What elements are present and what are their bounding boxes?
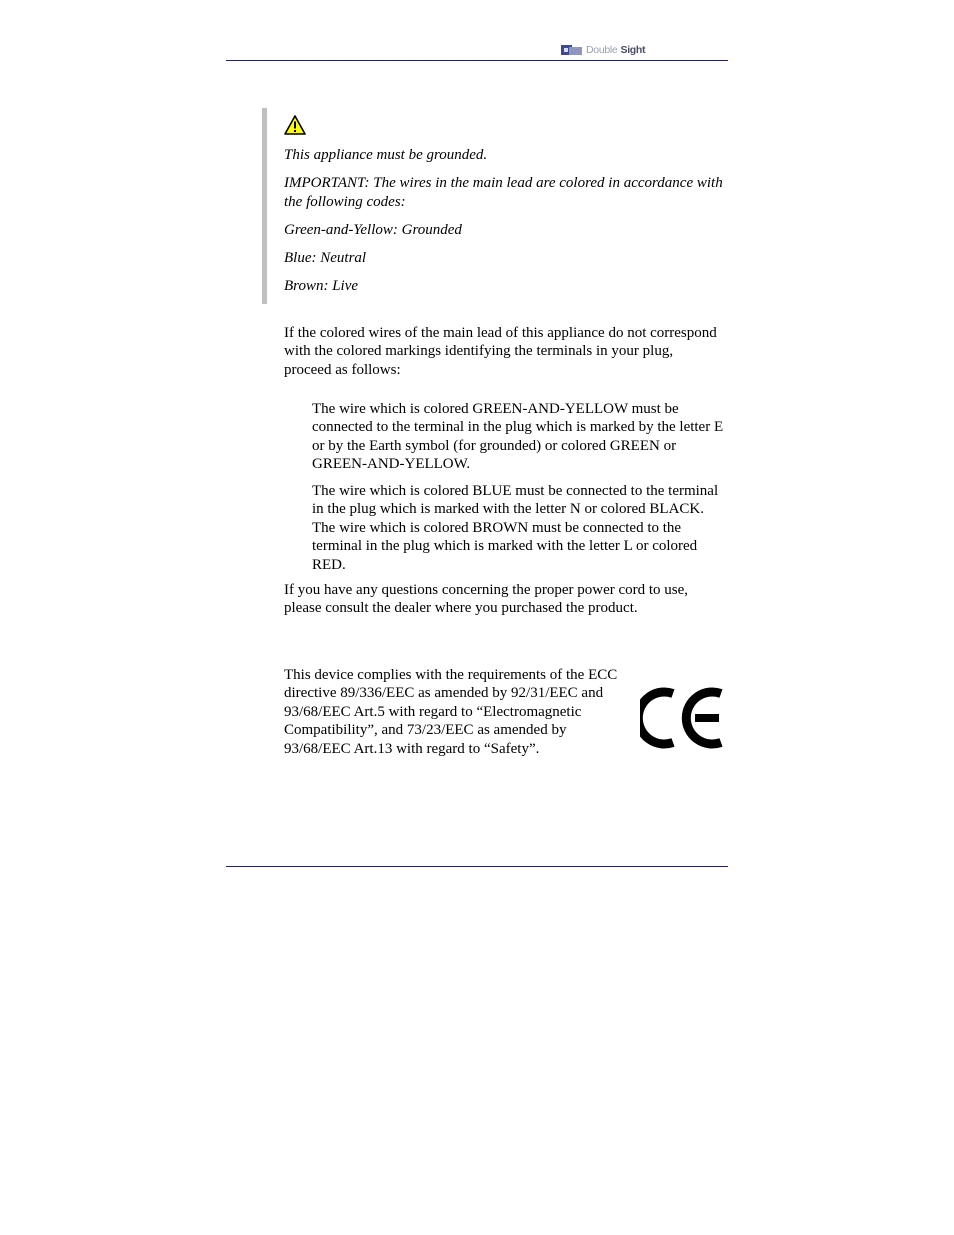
footer-rule: [226, 866, 728, 867]
code-blue: Blue: Neutral: [284, 250, 367, 266]
code-green-yellow: Green-and-Yellow: Grounded: [284, 222, 462, 238]
instruction-green-yellow: The wire which is colored GREEN-AND-YELLOW must be connected to the terminal in the plug which is marked by the letter E or by the Earth symbol (for grounded) or colored GREEN or GREEN-AND-YELLOW.: [312, 401, 724, 473]
code-brown: Brown: Live: [284, 278, 359, 294]
questions-paragraph: If you have any questions concerning the proper power cord to use, please consult the dealer where you purchased the product.: [284, 582, 689, 617]
instruction-blue-brown: The wire which is colored BLUE must be connected to the terminal in the plug which is marked with the letter N or colored BLACK. The wire which is colored BROWN must be connected to the terminal in the plug which is marked with the letter L or colored RED.: [312, 483, 719, 573]
ce-mark-icon: [640, 683, 726, 753]
logo-word-sight: Sight: [620, 44, 646, 56]
warning-triangle-icon: [284, 114, 306, 136]
header-rule: [226, 60, 728, 61]
warning-important: IMPORTANT: The wires in the main lead are colored in accordance with the following codes:: [284, 175, 723, 210]
warning-grounded: This appliance must be grounded.: [284, 147, 488, 163]
intro-paragraph: If the colored wires of the main lead of this appliance do not correspond with the colored markings identifying the terminals in your plug, proceed as follows:: [284, 325, 717, 378]
compliance-paragraph: This device complies with the requirements of the ECC directive 89/336/EEC as amended by 92/31/EEC and 93/68/EEC Art.5 with regard to “Electromagnetic Compatibility”, and 73/23/EEC as amended by 93/68/EEC Art.13 with regard to “Safety”.: [284, 667, 618, 757]
logo-word-double: Double: [586, 44, 618, 56]
brand-logo: [561, 43, 645, 57]
logo-mark-icon: [561, 44, 583, 56]
